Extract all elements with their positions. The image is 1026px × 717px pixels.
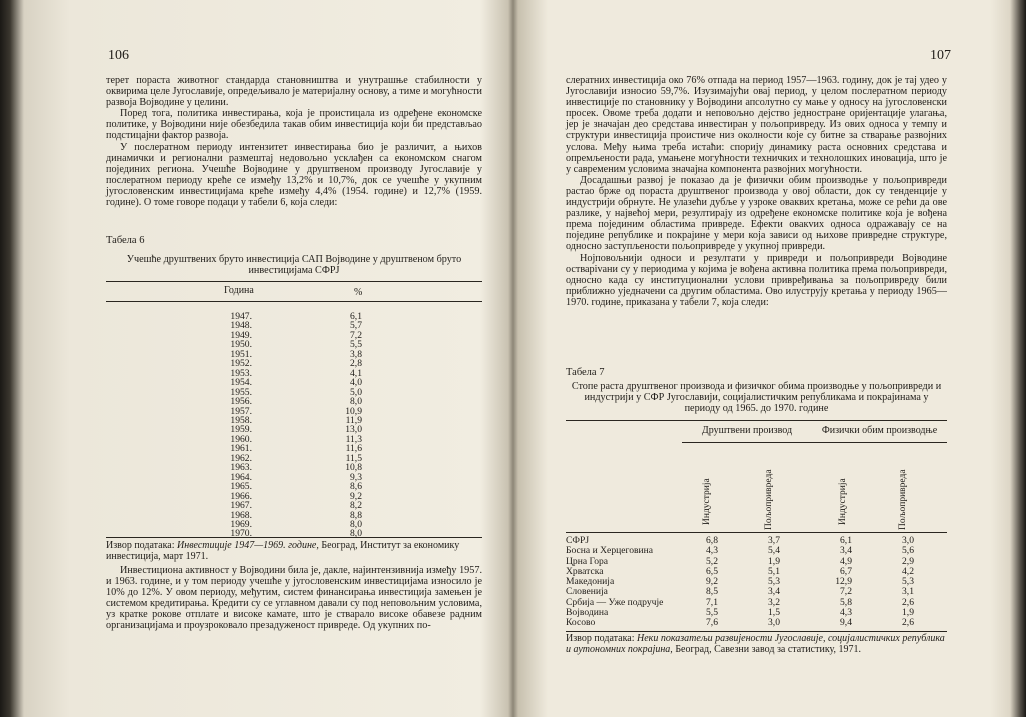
table6-value-cell: 4,1 bbox=[350, 367, 362, 379]
table7-row-name: Словенија bbox=[566, 586, 608, 598]
table7-value-cell: 2,6 bbox=[902, 596, 914, 608]
paragraph: Поред тога, политика инвестирања, која је проистицала из одређене економске политике, у Војводини није обезбедила такав обим инвестиција који би представљао подстицајни фактор развоја. bbox=[106, 108, 482, 142]
paragraph: У послератном периоду интензитет инвестирања био је различит, а њихов динамички и регионални размештај недовољно усклађен са економском снагом појединих региона. Учешће Војводине у друштвеном производу Југославије у послератном периоду креће се између 13,2% и 10,7%, док се учешће у укупним југословенским инвестицијама креће између 4,4% (1954. године) и 12,7% (1959. године). О томе говоре подаци у табели 6, која следи: bbox=[106, 141, 482, 209]
table7-value-cell: 2,6 bbox=[902, 617, 914, 629]
table6-value-cell: 8,0 bbox=[350, 528, 362, 540]
table7-subhead-agriculture-2: Пољопривреда bbox=[898, 469, 908, 530]
table7-value-cell: 1,5 bbox=[768, 607, 780, 619]
table7-rule-top bbox=[566, 420, 947, 421]
left-body-text bbox=[106, 75, 482, 208]
table6-year-cell: 1947. bbox=[230, 311, 252, 322]
source-title: Неки показатељи развијености Југославије, социјалистичких република и аутономних покрајина, bbox=[566, 633, 945, 655]
table6-value-cell: 7,2 bbox=[350, 329, 362, 341]
table7-subhead-agriculture-1: Пољопривреда bbox=[764, 469, 774, 530]
table6-year-cell: 1968. bbox=[230, 509, 252, 521]
table6-year-cell: 1951. bbox=[230, 348, 252, 360]
table6-rule-top bbox=[106, 281, 482, 282]
table6-year-cell: 1967. bbox=[230, 500, 252, 512]
table6-year-cell: 1954. bbox=[230, 377, 252, 389]
table6-value-cell: 8,0 bbox=[350, 518, 362, 530]
table6-value-cell: 4,0 bbox=[350, 377, 362, 389]
table7-value-cell: 4,3 bbox=[706, 545, 718, 557]
table6-year-cell: 1956. bbox=[230, 396, 252, 408]
source-title: Инвестиције 1947—1969. године, bbox=[177, 540, 319, 551]
table6-year-cell: 1955. bbox=[230, 386, 252, 398]
table7-value-cell: 6,7 bbox=[840, 565, 852, 577]
table7-value-cell: 3,4 bbox=[768, 586, 780, 598]
table6-header-year: Година bbox=[224, 285, 254, 296]
table6-year-cell: 1952. bbox=[230, 358, 252, 370]
table6-source bbox=[106, 540, 482, 562]
table6-year-cell: 1953. bbox=[230, 367, 252, 379]
table7-col-social-industry bbox=[688, 536, 718, 629]
page-number-left: 106 bbox=[108, 48, 129, 63]
table7-value-cell: 8,5 bbox=[706, 586, 718, 598]
table7-value-cell: 3,4 bbox=[840, 545, 852, 557]
table7-value-cell: 12,9 bbox=[835, 576, 852, 588]
table6-year-cell: 1962. bbox=[230, 452, 252, 464]
table7-rule-head bbox=[566, 532, 947, 533]
table7-col-physical-agriculture bbox=[884, 536, 914, 629]
table7-value-cell: 7,2 bbox=[840, 586, 852, 598]
table6-year-cell: 1965. bbox=[230, 481, 252, 493]
table7-value-cell: 2,9 bbox=[902, 555, 914, 567]
source-label: Извор података: bbox=[566, 633, 638, 644]
table7-subhead-industry-2: Индустрија bbox=[838, 478, 848, 525]
table6-year-cell: 1964. bbox=[230, 471, 252, 483]
table7-value-cell: 6,1 bbox=[840, 535, 852, 546]
paragraph: Нојповољнији односи и резултати у привреди и пољопривреди Војводине остварivани су у периодима у којима је вођена активна политика према пољопривреди, односно када су институционални услови привређивања за пољопривреду били приближно уједначени са другим областима. Ово илуструју кретања у периоду 1965—1970. године, приказана у табели 7, која следи: bbox=[566, 252, 947, 308]
table6-caption: Табела 6 bbox=[106, 235, 145, 246]
table7-rule-group bbox=[682, 442, 947, 443]
table7-caption: Табела 7 bbox=[566, 367, 605, 378]
table6-value-cell: 11,3 bbox=[345, 433, 362, 445]
table6-value-cell: 9,2 bbox=[350, 490, 362, 502]
left-page bbox=[30, 0, 508, 717]
table7-row-name: Војводина bbox=[566, 607, 609, 619]
table7-value-cell: 5,6 bbox=[902, 545, 914, 557]
table7-value-cell: 6,8 bbox=[706, 535, 718, 546]
table7-row-name: Србија — Уже подручје bbox=[566, 596, 664, 608]
paragraph: Инвестициона активност у Војводини била је, дакле, најинтензивнија између 1957. и 1963. године, и у том периоду учешће у југословенским инвестицијама износило је 10% до 12%. У овом периоду, међутим, систем финансирања инвестиција замењен је системом кредитирања. Кредити су се углавном давали су под неповољним условима, уз кратке рокове отплате и високе камате, што је стварало високе обавезе радним организацијама и проузроковало презадуженост привреде. Од укупних по- bbox=[106, 565, 482, 632]
table6-year-cell: 1958. bbox=[230, 414, 252, 426]
table7-value-cell: 4,2 bbox=[902, 565, 914, 577]
table7-row-name: Косово bbox=[566, 617, 596, 629]
table7-value-cell: 9,2 bbox=[706, 576, 718, 588]
table7-value-cell: 1,9 bbox=[902, 607, 914, 619]
table7-value-cell: 3,2 bbox=[768, 596, 780, 608]
table6-value-cell: 9,3 bbox=[350, 471, 362, 483]
table7-rule-bottom bbox=[566, 631, 947, 632]
table6-years-column bbox=[210, 312, 252, 539]
paragraph: Досадашњи развој је показао да је физички обим производње у пољопривреди растао брже од пораста друштвеног производа у овој области, док су тенденције у индустрији обрнуте. Не улазећи дубље у узроке оваквих кретања, може се рећи да ове разлике, у највећој мери, резултирају из одређене економске политике која је вођена према појединим областима привреде. Ефекти овакvих односа одражавају се на поједине републике и покрајине у мери која зависи од њихове привредне структуре, односно заступљености пољопривреде у укупној привреди. bbox=[566, 174, 947, 253]
table6-value-cell: 3,8 bbox=[350, 348, 362, 360]
table7-row-name: Македонија bbox=[566, 576, 615, 588]
source-details: Београд, Институт за економику инвестиција, март 1971. bbox=[106, 540, 460, 562]
table7-col-physical-industry bbox=[822, 536, 852, 629]
table7-value-cell: 7,1 bbox=[706, 596, 718, 608]
table7-row-name: СФРЈ bbox=[566, 535, 590, 546]
table7-value-cell: 1,9 bbox=[768, 555, 780, 567]
table7-value-cell: 5,1 bbox=[768, 565, 780, 577]
table6-year-cell: 1960. bbox=[230, 433, 252, 445]
table6-year-cell: 1957. bbox=[230, 405, 252, 417]
table7-group-social-product: Друштвени производ bbox=[701, 425, 793, 436]
table6-year-cell: 1969. bbox=[230, 518, 252, 530]
table7-value-cell: 3,7 bbox=[768, 535, 780, 546]
right-page bbox=[520, 0, 1000, 717]
table6-year-cell: 1959. bbox=[230, 424, 252, 436]
table7-value-cell: 5,4 bbox=[768, 545, 780, 557]
table6-value-cell: 6,1 bbox=[350, 311, 362, 322]
table6-value-cell: 5,0 bbox=[350, 386, 362, 398]
table6-value-cell: 5,7 bbox=[350, 320, 362, 332]
table6-value-cell: 11,9 bbox=[345, 414, 362, 426]
table6-value-cell: 2,8 bbox=[350, 358, 362, 370]
table7-value-cell: 5,2 bbox=[706, 555, 718, 567]
table7-row-name: Хрватска bbox=[566, 565, 604, 577]
table7-group-physical-volume: Физички обим производње bbox=[821, 425, 938, 436]
page-number-right: 107 bbox=[930, 48, 951, 63]
table7-value-cell: 9,4 bbox=[840, 617, 852, 629]
table6-values-column bbox=[330, 312, 362, 539]
table6-value-cell: 8,2 bbox=[350, 500, 362, 512]
table6-rule-bottom bbox=[106, 537, 482, 538]
table7-title: Стопе раста друштвеног производа и физичког обима производње у пољопривреди и индустрији у СФР Југославији, социјалистичким републикама и покрајинама у периоду од 1965. до 1970. године bbox=[571, 381, 942, 414]
table6-value-cell: 5,5 bbox=[350, 339, 362, 351]
table6-year-cell: 1970. bbox=[230, 528, 252, 540]
table7-value-cell: 5,5 bbox=[706, 607, 718, 619]
table6-year-cell: 1963. bbox=[230, 462, 252, 474]
table6-header-pct: % bbox=[354, 287, 363, 298]
table7-row-name: Босна и Херцеговина bbox=[566, 545, 654, 557]
table6-value-cell: 8,0 bbox=[350, 396, 362, 408]
source-details: Београд, Савезни завод за статистику, 1971. bbox=[672, 644, 862, 655]
table7-value-cell: 3,1 bbox=[902, 586, 914, 598]
table7-value-cell: 4,9 bbox=[840, 555, 852, 567]
table6-value-cell: 10,8 bbox=[345, 462, 362, 474]
table6-title: Учешће друштвених бруто инвестиција САП Војводине у друштвеном бруто инвестицијама СФРЈ bbox=[126, 254, 462, 276]
table7-value-cell: 3,0 bbox=[902, 535, 914, 546]
table6-value-cell: 8,8 bbox=[350, 509, 362, 521]
table6-rule-head bbox=[106, 301, 482, 302]
table6-value-cell: 11,5 bbox=[345, 452, 362, 464]
table7-value-cell: 4,3 bbox=[840, 607, 852, 619]
table7-row-name: Црна Гора bbox=[566, 555, 609, 567]
table7-value-cell: 6,5 bbox=[706, 565, 718, 577]
table7-value-cell: 5,8 bbox=[840, 596, 852, 608]
table6-year-cell: 1950. bbox=[230, 339, 252, 351]
table6-value-cell: 13,0 bbox=[345, 424, 362, 436]
table6-year-cell: 1948. bbox=[230, 320, 252, 332]
paragraph: терет пораста животног стандарда становништва и унутрашње стабилности у оквирима целе Југославије, опредељивало је материјалну основу, а тиме и могућности развоја Војводине у целини. bbox=[106, 75, 482, 109]
table6-value-cell: 8,6 bbox=[350, 481, 362, 493]
table6-year-cell: 1961. bbox=[230, 443, 252, 455]
table7-col-social-agriculture bbox=[750, 536, 780, 629]
paragraph: слератних инвестиција око 76% отпада на период 1957—1963. годину, док је тај удео у Југославији износио 59,7%. Изузимајући овај период, у целом послератном периоду инвестиције по становнику у Војводини апсолутно су мање у односу на југословенски просек. Овоме треба додати и неповољно дејство једностране оријентације улагања, јер је значајан део средстава инвестиран у пољопривреду. Из ових односа у темпу и структури инвестиција проистиче низ околности које су битне за стварање развојних услова. Међу њима треба истаћи: спорију динамику раста основних средстава и опремљености рада, умањене могућности техничких и технолошких иновација, што је у савременим условима значајна компонента развојних могућности. bbox=[566, 75, 947, 175]
table7-value-cell: 3,0 bbox=[768, 617, 780, 629]
table7-subhead-industry-1: Индустрија bbox=[702, 478, 712, 525]
table6-year-cell: 1966. bbox=[230, 490, 252, 502]
table6-value-cell: 11,6 bbox=[345, 443, 362, 455]
table7-value-cell: 5,3 bbox=[768, 576, 780, 588]
table6-year-cell: 1949. bbox=[230, 329, 252, 341]
source-label: Извор података: bbox=[106, 540, 178, 551]
left-body-text-bottom bbox=[106, 565, 482, 632]
table7-source bbox=[566, 633, 947, 655]
table7-value-cell: 7,6 bbox=[706, 617, 718, 629]
table7-value-cell: 5,3 bbox=[902, 576, 914, 588]
table6-value-cell: 10,9 bbox=[345, 405, 362, 417]
right-body-text bbox=[566, 75, 947, 308]
